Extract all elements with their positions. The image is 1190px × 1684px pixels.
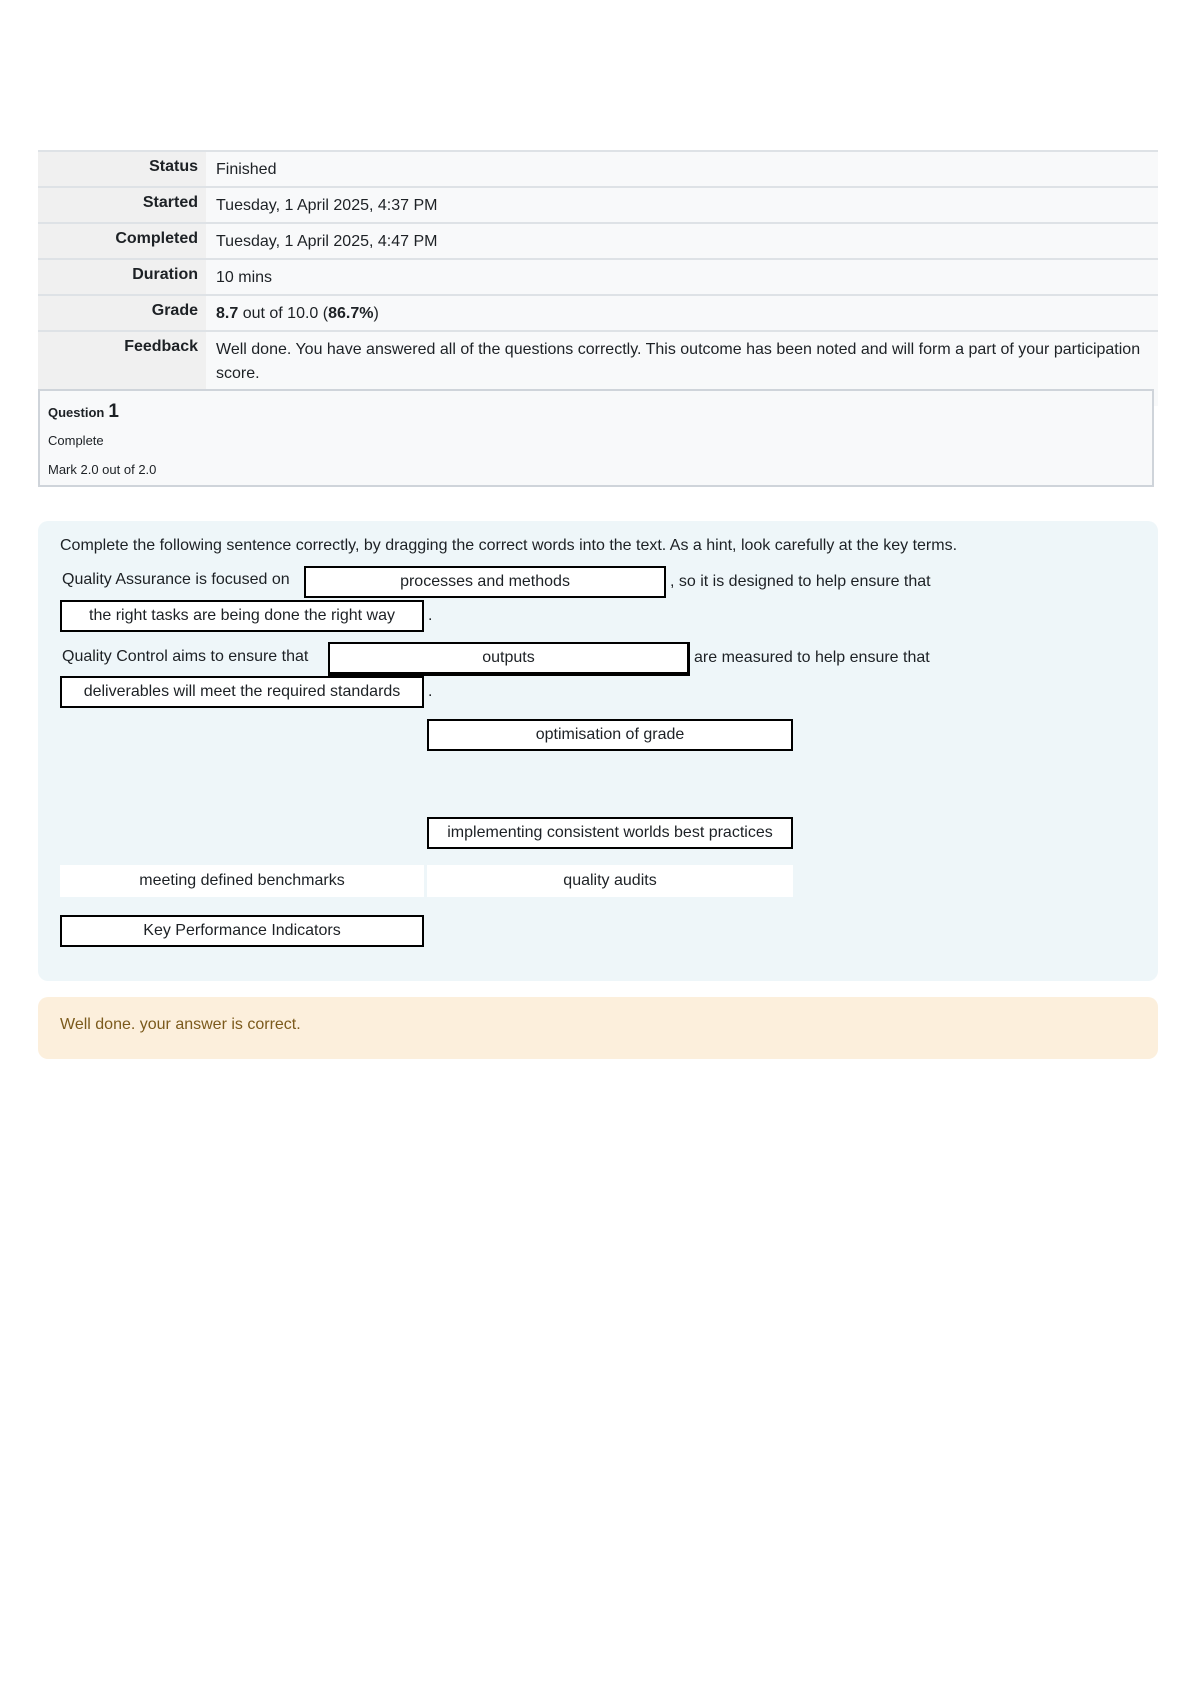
question-info [38,389,1154,487]
choice-key-performance-indicators[interactable]: Key Performance Indicators [60,915,424,947]
grade-value [206,295,1158,331]
summary-label: Completed [38,223,206,259]
question-mark: Mark 2.0 out of 2.0 [48,462,157,477]
summary-value: Finished [206,151,1158,187]
drop-zone-4[interactable]: deliverables will meet the required standards [60,676,424,708]
grade-close: ) [373,305,379,322]
choice-optimisation-of-grade[interactable]: optimisation of grade [427,719,793,751]
summary-value: 10 mins [206,259,1158,295]
sentence-2-mid: are measured to help ensure that [694,649,930,666]
sentence-1-end: . [428,607,433,624]
overall-feedback: Well done. You have answered all of the questions correctly. This outcome has been noted and will form a part of your participation score. [206,331,1158,406]
summary-row-status [38,151,1158,187]
summary-row-completed [38,223,1158,259]
question-number [48,401,1144,423]
sentence-2-end: . [428,683,433,700]
question-state: Complete [48,433,104,448]
sentence-1-start: Quality Assurance is focused on [62,571,290,588]
summary-label: Grade [38,295,206,331]
sentence-2-start: Quality Control aims to ensure that [62,648,309,665]
drop-zone-2[interactable]: the right tasks are being done the right way [60,600,424,632]
drop-zone-1[interactable]: processes and methods [304,566,666,598]
summary-row-duration [38,259,1158,295]
specific-feedback: Well done. your answer is correct. [38,997,1158,1059]
choice-quality-audits[interactable]: quality audits [427,865,793,897]
attempt-summary-table [38,150,1158,406]
summary-row-started [38,187,1158,223]
summary-value: Tuesday, 1 April 2025, 4:37 PM [206,187,1158,223]
summary-label: Feedback [38,331,206,406]
grade-out-of: out of 10.0 ( [238,305,329,322]
summary-label: Duration [38,259,206,295]
question-label: Question [48,405,105,420]
summary-row-grade [38,295,1158,331]
question-prompt: Complete the following sentence correctly, by dragging the correct words into the text. As a hint, look carefully at the key terms. [60,537,958,554]
question-content [38,521,1158,981]
sentence-1-mid: , so it is designed to help ensure that [670,573,931,590]
choice-implementing-best-practices[interactable]: implementing consistent worlds best practices [427,817,793,849]
summary-label: Status [38,151,206,187]
grade-score: 8.7 [216,305,239,322]
grade-percent: 86.7% [328,305,374,322]
drop-zone-3[interactable]: outputs [328,642,690,676]
question-num: 1 [108,401,119,422]
summary-value: Tuesday, 1 April 2025, 4:47 PM [206,223,1158,259]
summary-label: Started [38,187,206,223]
choice-meeting-defined-benchmarks[interactable]: meeting defined benchmarks [60,865,424,897]
